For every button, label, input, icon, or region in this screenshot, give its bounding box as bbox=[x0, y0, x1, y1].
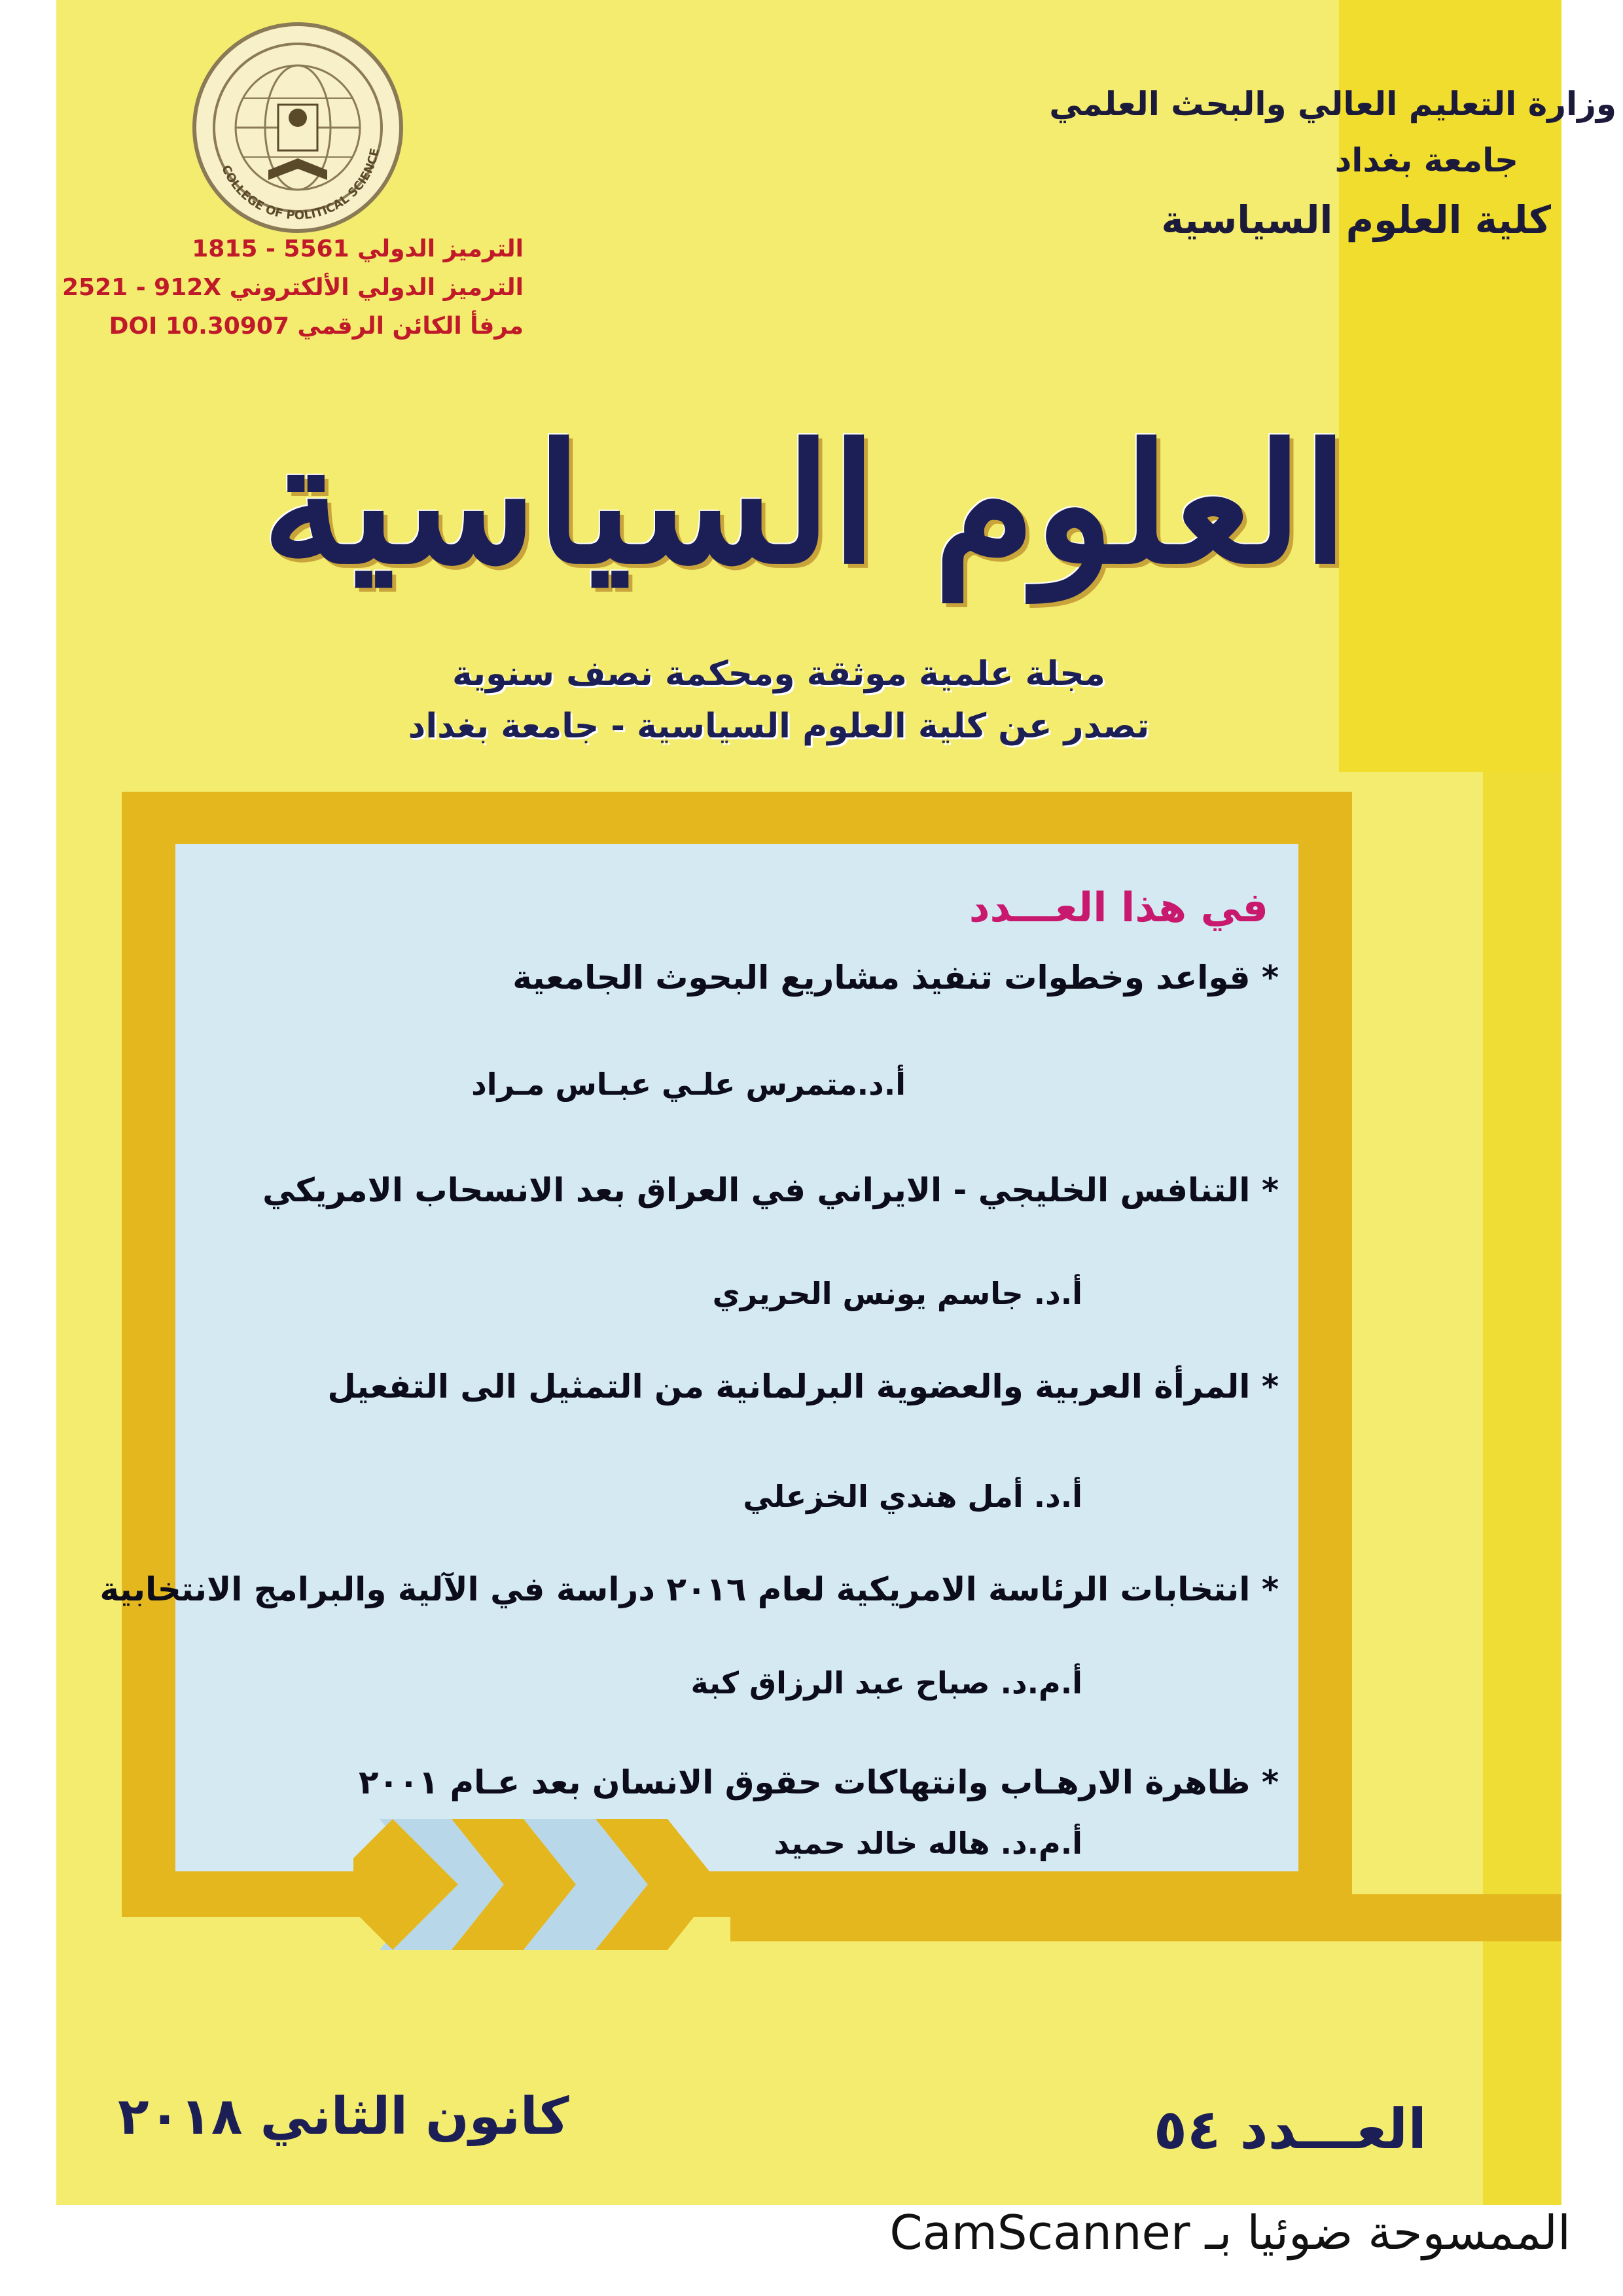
article-title-2: * التنافس الخليجي - الايراني في العراق بعد الانسحاب الامريكي bbox=[262, 1171, 1279, 1209]
bottom-gold-bar bbox=[730, 1894, 1561, 1941]
chevron-arrows-icon bbox=[353, 1806, 759, 1963]
college-seal-logo bbox=[190, 20, 406, 236]
issn-print: الترميز الدولي 1815 - 5561 bbox=[192, 236, 524, 262]
issue-number: العـــدد ٥٤ bbox=[1153, 2097, 1427, 2161]
article-author-1: أ.د.متمرس علـي عبـاس مـراد bbox=[471, 1067, 906, 1102]
ministry-header bbox=[1034, 85, 1623, 242]
article-title-3: * المرأة العربية والعضوية البرلمانية من التمثيل الى التفعيل bbox=[327, 1368, 1279, 1405]
article-author-4: أ.م.د. صباح عبد الرزاق كبة bbox=[690, 1665, 1082, 1701]
article-author-5: أ.م.د. هاله خالد حميد bbox=[774, 1826, 1082, 1861]
article-title-4: * انتخابات الرئاسة الامريكية لعام ٢٠١٦ دراسة في الآلية والبرامج الانتخابية bbox=[99, 1570, 1279, 1608]
issn-electronic: الترميز الدولي الألكتروني 2521 - 912X bbox=[62, 274, 524, 301]
svg-text:COLLEGE OF POLITICAL SCIENCE: COLLEGE OF POLITICAL SCIENCE bbox=[219, 147, 382, 223]
issn-codes bbox=[62, 236, 524, 351]
university-name: جامعة بغداد bbox=[1334, 141, 1518, 179]
journal-subtitle-2: تصدر عن كلية العلوم السياسية - جامعة بغداد bbox=[408, 707, 1150, 746]
journal-title: العلوم السياسية bbox=[262, 408, 1348, 600]
issue-date: كانون الثاني ٢٠١٨ bbox=[118, 2087, 569, 2146]
article-author-3: أ.د. أمل هندي الخزعلي bbox=[743, 1479, 1082, 1514]
article-author-2: أ.د. جاسم يونس الحريري bbox=[712, 1276, 1082, 1311]
ministry-name: وزارة التعليم العالي والبحث العلمي bbox=[1049, 85, 1616, 123]
scanner-watermark: الممسوحة ضوئيا بـ CamScanner bbox=[889, 2205, 1571, 2260]
article-title-5: * ظاهرة الارهـاب وانتهاكات حقوق الانسان بعد عـام ٢٠٠١ bbox=[359, 1763, 1279, 1801]
contents-panel bbox=[99, 844, 1298, 1871]
cover-stripe-right bbox=[1483, 772, 1561, 2205]
contents-heading: في هذا العـــدد bbox=[969, 883, 1268, 931]
journal-subtitle-1: مجلة علمية موثقة ومحكمة نصف سنوية bbox=[452, 654, 1105, 694]
doi-prefix: مرفأ الكائن الرقمي DOI 10.30907 bbox=[109, 313, 524, 340]
college-name: كلية العلوم السياسية bbox=[1161, 198, 1551, 242]
article-title-1: * قواعد وخطوات تنفيذ مشاريع البحوث الجامعية bbox=[512, 959, 1279, 997]
